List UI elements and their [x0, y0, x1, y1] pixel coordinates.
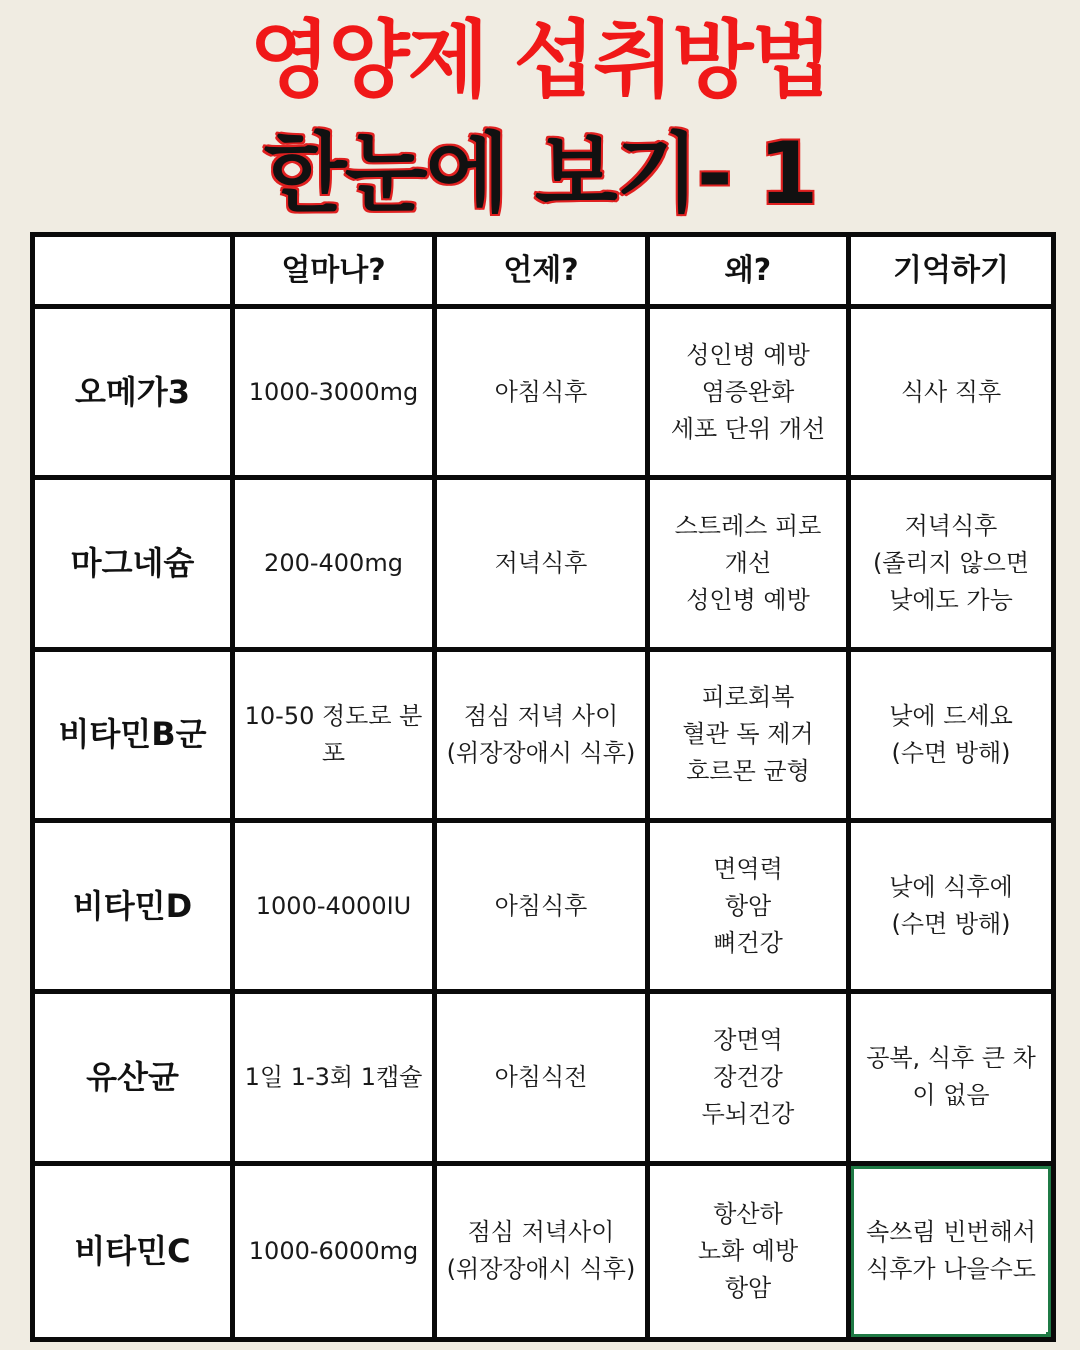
- table-cell-text: 성인병 예방 염증완화 세포 단위 개선: [670, 340, 826, 443]
- table-cell-text: 점심 저녁 사이 (위장장애시 식후): [446, 701, 636, 767]
- table-cell[interactable]: [650, 309, 851, 480]
- page-subtitle: 한눈에 보기- 1: [263, 124, 817, 224]
- column-header-3[interactable]: [650, 237, 851, 309]
- supplement-table: [30, 232, 1056, 1342]
- table-cell[interactable]: [650, 1166, 851, 1337]
- table-cell[interactable]: [437, 823, 650, 994]
- table-cell[interactable]: [650, 823, 851, 994]
- row-header-cell-text: 오메가3: [74, 372, 190, 411]
- row-header-cell-text: 마그네슘: [70, 543, 195, 582]
- table-cell-text: 200-400mg: [264, 548, 403, 577]
- table-cell-text: 피로회복 혈관 독 제거 호르몬 균형: [682, 683, 814, 786]
- fill-handle[interactable]: [1046, 1332, 1051, 1337]
- row-header-cell-text: 비타민C: [74, 1231, 191, 1270]
- table-cell-text: 항산하 노화 예방 항암: [697, 1199, 799, 1302]
- row-header-cell[interactable]: [35, 994, 235, 1165]
- row-header-cell[interactable]: [35, 309, 235, 480]
- table-cell[interactable]: [437, 480, 650, 651]
- column-header-2[interactable]: [437, 237, 650, 309]
- table-cell-text: 1000-6000mg: [248, 1236, 419, 1265]
- table-cell-text: 면역력 항암 뼈건강: [713, 854, 783, 957]
- table-cell[interactable]: [235, 823, 437, 994]
- row-header-cell[interactable]: [35, 652, 235, 823]
- table-cell-text: 1000-4000IU: [255, 891, 412, 920]
- table-cell-text: 아침식후: [494, 377, 588, 406]
- row-header-cell[interactable]: [35, 480, 235, 651]
- table-cell[interactable]: [437, 994, 650, 1165]
- table-cell-text: 1000-3000mg: [248, 377, 419, 406]
- table-cell[interactable]: [851, 480, 1051, 651]
- table-cell[interactable]: [437, 1166, 650, 1337]
- row-header-cell[interactable]: [35, 1166, 235, 1337]
- table-cell-text: 낮에 식후에 (수면 방해): [889, 873, 1013, 939]
- table-cell[interactable]: [437, 309, 650, 480]
- column-header-1-text: 얼마나?: [281, 253, 386, 288]
- row-header-cell-text: 유산균: [86, 1057, 179, 1096]
- table-cell[interactable]: [851, 823, 1051, 994]
- table-cell[interactable]: [235, 309, 437, 480]
- row-header-cell[interactable]: [35, 823, 235, 994]
- page-title: 영양제 섭취방법: [249, 11, 831, 109]
- column-header-4[interactable]: [851, 237, 1051, 309]
- table-cell[interactable]: [851, 994, 1051, 1165]
- table-cell[interactable]: [650, 480, 851, 651]
- column-header-3-text: 왜?: [724, 253, 772, 288]
- table-cell-text: 낮에 드세요 (수면 방해): [889, 701, 1013, 767]
- row-header-cell-text: 비타민D: [72, 886, 193, 925]
- column-header-1[interactable]: [235, 237, 437, 309]
- table-cell-text: 장면역 장건강 두뇌건강: [701, 1025, 795, 1128]
- table-cell[interactable]: [851, 309, 1051, 480]
- corner-header-cell[interactable]: [35, 237, 235, 309]
- table-cell-text: 아침식후: [494, 891, 588, 920]
- table-cell-text: 저녁식후 (졸리지 않으면 낮에도 가능: [872, 511, 1030, 614]
- table-cell-text: 속쓰림 빈번해서 식후가 나을수도: [866, 1218, 1036, 1284]
- row-header-cell-text: 비타민B군: [58, 715, 207, 754]
- table-cell[interactable]: [235, 1166, 437, 1337]
- table-cell-text: 아침식전: [494, 1062, 588, 1091]
- table-cell-text: 스트레스 피로 개선 성인병 예방: [674, 511, 822, 614]
- table-cell-text: 점심 저녁사이 (위장장애시 식후): [446, 1218, 636, 1284]
- table-cell[interactable]: [650, 994, 851, 1165]
- column-header-4-text: 기억하기: [893, 253, 1009, 288]
- table-cell[interactable]: [437, 652, 650, 823]
- table-cell[interactable]: [235, 480, 437, 651]
- table-cell-text: 저녁식후: [494, 548, 588, 577]
- table-cell-text: 10-50 정도로 분 포: [244, 701, 423, 767]
- table-cell[interactable]: [235, 652, 437, 823]
- table-cell[interactable]: [650, 652, 851, 823]
- table-cell-text: 공복, 식후 큰 차 이 없음: [866, 1044, 1036, 1110]
- table-cell-text: 식사 직후: [900, 377, 1002, 406]
- column-header-2-text: 언제?: [503, 253, 579, 288]
- table-cell[interactable]: [851, 652, 1051, 823]
- table-cell[interactable]: [235, 994, 437, 1165]
- selected-table-cell[interactable]: [851, 1166, 1051, 1337]
- table-cell-text: 1일 1-3회 1캡슐: [244, 1062, 423, 1091]
